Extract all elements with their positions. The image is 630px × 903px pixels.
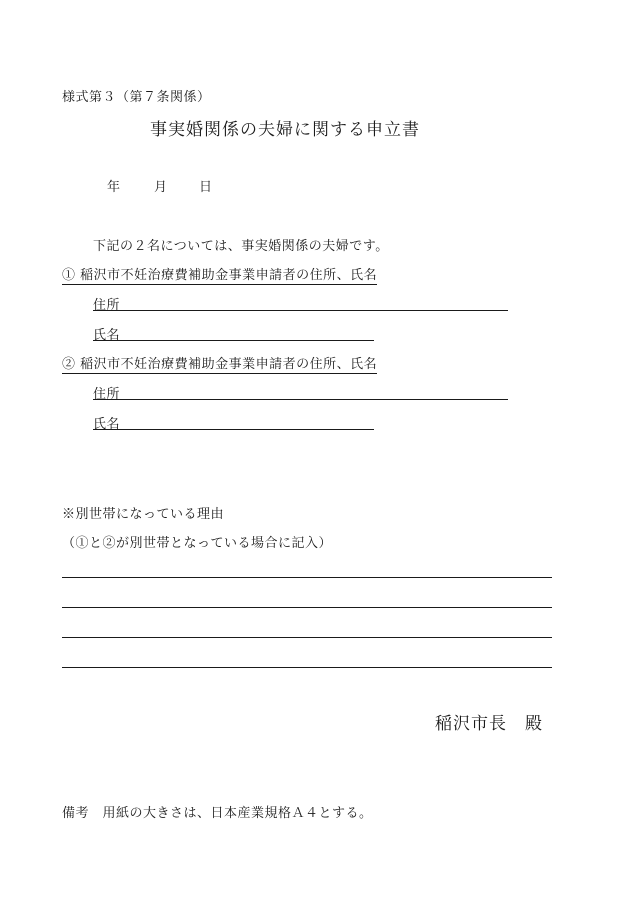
person1-name-label: 氏名 (93, 328, 121, 343)
statement-text: 下記の２名については、事実婚関係の夫婦です。 (93, 239, 389, 254)
person2-name-line (93, 429, 374, 430)
person2-address-label: 住所 (93, 387, 121, 402)
addressee: 稲沢市長 殿 (435, 714, 543, 734)
person2-heading (62, 353, 377, 372)
reason-line-2 (62, 607, 552, 608)
person2-heading-text: ② 稲沢市不妊治療費補助金事業申請者の住所、氏名 (62, 357, 378, 372)
reason-line-3 (62, 637, 552, 638)
date-day-label: 日 (199, 180, 213, 195)
reason-line-4 (62, 667, 552, 668)
reason-heading: ※別世帯になっている理由 (62, 507, 225, 522)
page-title: 事実婚関係の夫婦に関する申立書 (150, 120, 420, 140)
person1-heading (62, 264, 377, 283)
person2-address-line (93, 399, 508, 400)
person1-address-line (93, 310, 508, 311)
person1-name-line (93, 340, 374, 341)
reason-line-1 (62, 577, 552, 578)
reason-instruction: （①と②が別世帯となっている場合に記入） (62, 536, 333, 551)
person2-name-label: 氏名 (93, 417, 121, 432)
person1-heading-text: ① 稲沢市不妊治療費補助金事業申請者の住所、氏名 (62, 268, 378, 283)
date-month-label: 月 (154, 180, 168, 195)
form-number: 様式第３（第７条関係） (62, 90, 211, 105)
remarks-note: 備考 用紙の大きさは、日本産業規格Ａ４とする。 (62, 806, 373, 821)
date-year-label: 年 (107, 180, 121, 195)
person1-address-label: 住所 (93, 298, 121, 313)
